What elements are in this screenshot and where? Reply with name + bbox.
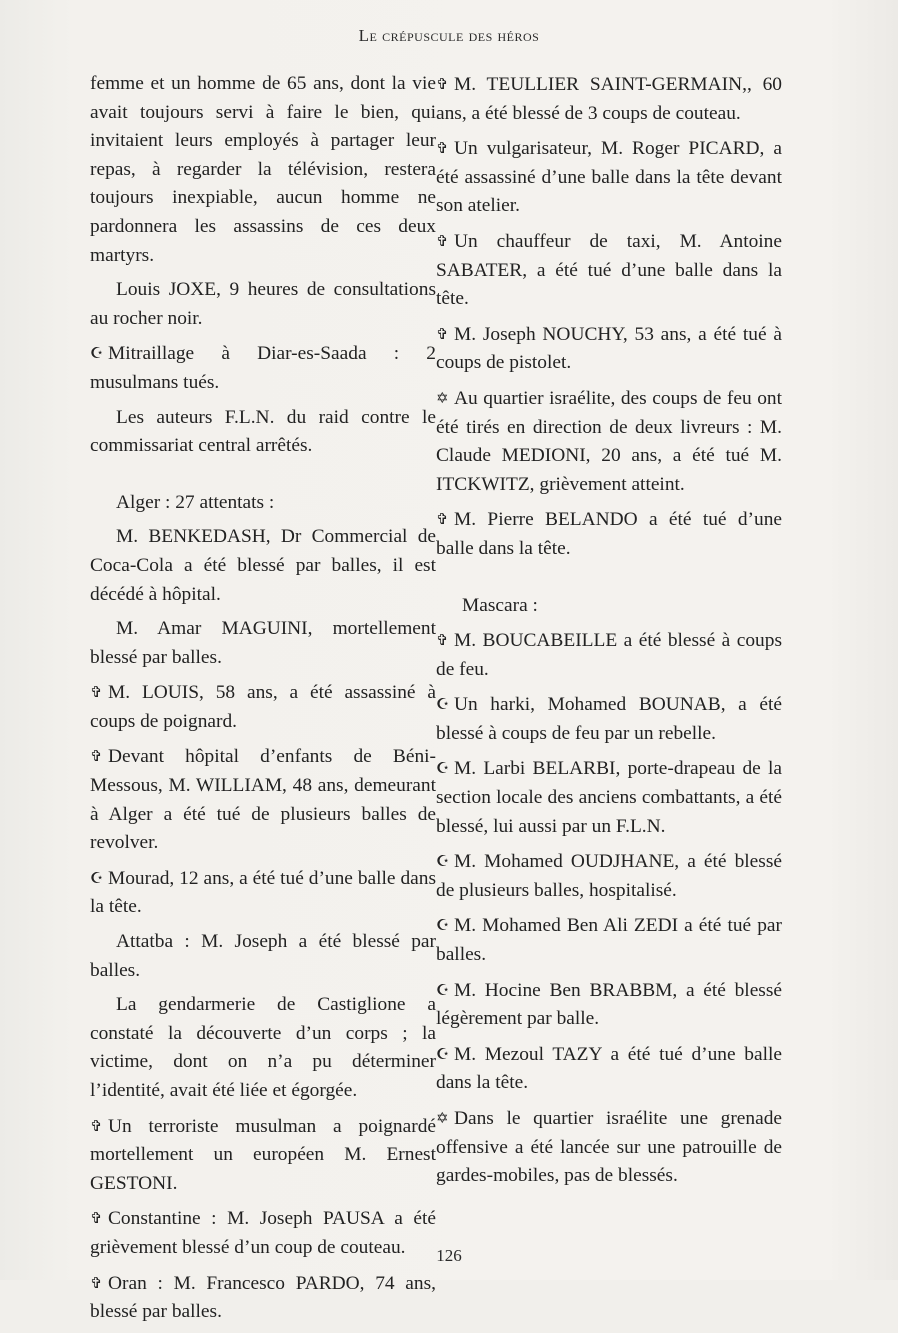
paragraph-text: Mitraillage à Diar-es-Saada : 2 musulmans tués.	[90, 343, 436, 393]
paragraph-text: M. Pierre BELANDO a été tué d’une balle dans la tête.	[436, 509, 782, 559]
section-break	[436, 570, 782, 592]
paragraph	[90, 404, 436, 461]
paragraph-text: Attatba : M. Joseph a été blessé par balles.	[90, 931, 436, 981]
paragraph-text: Un harki, Mohamed BOUNAB, a été blessé à coups de feu par un rebelle.	[436, 694, 782, 744]
paragraph-text: Un terroriste musulman a poignardé mortellement un européen M. Ernest GESTONI.	[90, 1115, 436, 1194]
paragraph	[436, 592, 782, 621]
paragraph	[90, 928, 436, 985]
cross-icon: ✞	[436, 324, 449, 343]
paragraph	[436, 1104, 782, 1191]
paragraph-text: M. BOUCABEILLE a été blessé à coups de feu.	[436, 630, 782, 680]
crescent-icon: ☪	[436, 759, 450, 778]
paragraph	[90, 339, 436, 397]
paragraph-text: M. Larbi BELARBI, porte-drapeau de la section locale des anciens combattants, a été blessé, lui aussi par un F.L.N.	[436, 758, 782, 837]
crescent-icon: ☪	[436, 916, 450, 935]
paragraph	[436, 626, 782, 684]
paragraph	[436, 754, 782, 841]
paragraph	[436, 384, 782, 499]
cross-icon: ✞	[90, 1273, 103, 1292]
paragraph-text: Les auteurs F.L.N. du raid contre le commissariat central arrêtés.	[90, 406, 436, 457]
cross-icon: ✞	[436, 631, 449, 650]
paragraph	[436, 505, 782, 563]
cross-icon: ✞	[90, 747, 103, 766]
paragraph-text: M. LOUIS, 58 ans, a été assassiné à coups de poignard.	[90, 682, 436, 732]
paragraph	[90, 864, 436, 922]
paragraph-text: M. Joseph NOUCHY, 53 ans, a été tué à coups de pistolet.	[436, 323, 782, 374]
cross-icon: ✞	[436, 231, 449, 250]
paragraph	[436, 320, 782, 378]
star-of-david-icon: ✡	[436, 1109, 449, 1127]
paragraph	[90, 615, 436, 672]
crescent-icon: ☪	[436, 980, 450, 999]
paragraph	[436, 1040, 782, 1098]
paragraph-text: Devant hôpital d’enfants de Béni-Messous, M. WILLIAM, 48 ans, demeurant à Alger a été tué de plusieurs balles de revolver.	[90, 746, 436, 854]
paragraph-text: femme et un homme de 65 ans, dont la vie avait toujours servi à faire le bien, qui invitaient leurs employés à partager leur repas, à regarder la télévision, restera toujours inexpiable, aucun homme ne pardonnera les assassins de ces deux martyrs.	[90, 73, 436, 266]
paragraph-text: M. Mohamed OUDJHANE, a été blessé de plusieurs balles, hospitalisé.	[436, 851, 782, 901]
paragraph-text: Oran : M. Francesco PARDO, 74 ans, blessé par balles.	[90, 1272, 436, 1323]
paragraph-text: M. TEULLIER SAINT-GERMAIN,, 60 ans, a été blessé de 3 coups de couteau.	[436, 74, 782, 124]
paragraph-text: Mascara :	[462, 594, 538, 616]
cross-icon: ✞	[90, 683, 103, 702]
paragraph-text: Un chauffeur de taxi, M. Antoine SABATER, a été tué d’une balle dans la tête.	[436, 230, 782, 310]
paragraph	[436, 70, 782, 128]
paragraph-text: Constantine : M. Joseph PAUSA a été grièvement blessé d’un coup de couteau.	[90, 1208, 436, 1258]
paragraph-text: M. Hocine Ben BRABBM, a été blessé légèrement par balle.	[436, 979, 782, 1030]
cross-icon: ✞	[436, 75, 449, 93]
paragraph	[90, 70, 436, 270]
paragraph-text: M. Mezoul TAZY a été tué d’une balle dans la tête.	[436, 1043, 782, 1094]
crescent-icon: ☪	[436, 695, 450, 714]
paragraph-text: Louis JOXE, 9 heures de consultations au rocher noir.	[90, 279, 436, 329]
paragraph	[436, 134, 782, 221]
paragraph	[436, 227, 782, 314]
paragraph	[90, 1269, 436, 1327]
paragraph-text: Mourad, 12 ans, a été tué d’une balle dans la tête.	[90, 867, 436, 918]
cross-icon: ✞	[436, 510, 449, 529]
paragraph	[90, 678, 436, 736]
paragraph	[436, 911, 782, 969]
paragraph-text: M. Mohamed Ben Ali ZEDI a été tué par balles.	[436, 915, 782, 966]
paragraph-text: Alger : 27 attentats :	[116, 491, 275, 513]
crescent-icon: ☪	[90, 344, 104, 363]
paragraph-text: M. Amar MAGUINI, mortellement blessé par balles.	[90, 618, 436, 668]
running-head: Le crépuscule des héros	[358, 26, 540, 45]
cross-icon: ✞	[90, 1209, 103, 1228]
paragraph-text: Dans le quartier israélite une grenade offensive a été lancée sur une patrouille de gardes-mobiles, pas de blessés.	[436, 1108, 782, 1187]
crescent-icon: ☪	[436, 1044, 450, 1063]
crescent-icon: ☪	[436, 852, 450, 871]
paragraph	[436, 690, 782, 748]
paragraph	[90, 489, 436, 518]
paragraph	[436, 976, 782, 1034]
star-of-david-icon: ✡	[436, 388, 449, 407]
paragraph	[436, 847, 782, 905]
cross-icon: ✞	[90, 1116, 103, 1135]
right-text-column	[436, 70, 782, 1197]
paragraph	[90, 276, 436, 333]
paragraph	[90, 523, 436, 609]
paragraph	[90, 991, 436, 1105]
paragraph	[90, 742, 436, 857]
cross-icon: ✞	[436, 139, 449, 158]
paragraph-text: M. BENKEDASH, Dr Commercial de Coca-Cola a été blessé par balles, il est décédé à hôpital.	[90, 526, 436, 605]
paragraph-text: Un vulgarisateur, M. Roger PICARD, a été assassiné d’une balle dans la tête devant son atelier.	[436, 138, 782, 217]
left-text-column	[90, 70, 436, 1333]
paragraph-text: La gendarmerie de Castiglione a constaté la découverte d’un corps ; la victime, dont on n’a pu déterminer l’identité, avait été liée et égorgée.	[90, 994, 436, 1101]
paragraph	[90, 1112, 436, 1199]
crescent-icon: ☪	[90, 868, 104, 887]
paragraph-text: Au quartier israélite, des coups de feu ont été tirés en direction de deux livreurs : M. Claude MEDIONI, 20 ans, a été tué M. ITCKWITZ, grièvement atteint.	[436, 387, 782, 495]
section-break	[90, 467, 436, 489]
page-number: 126	[436, 1246, 462, 1265]
